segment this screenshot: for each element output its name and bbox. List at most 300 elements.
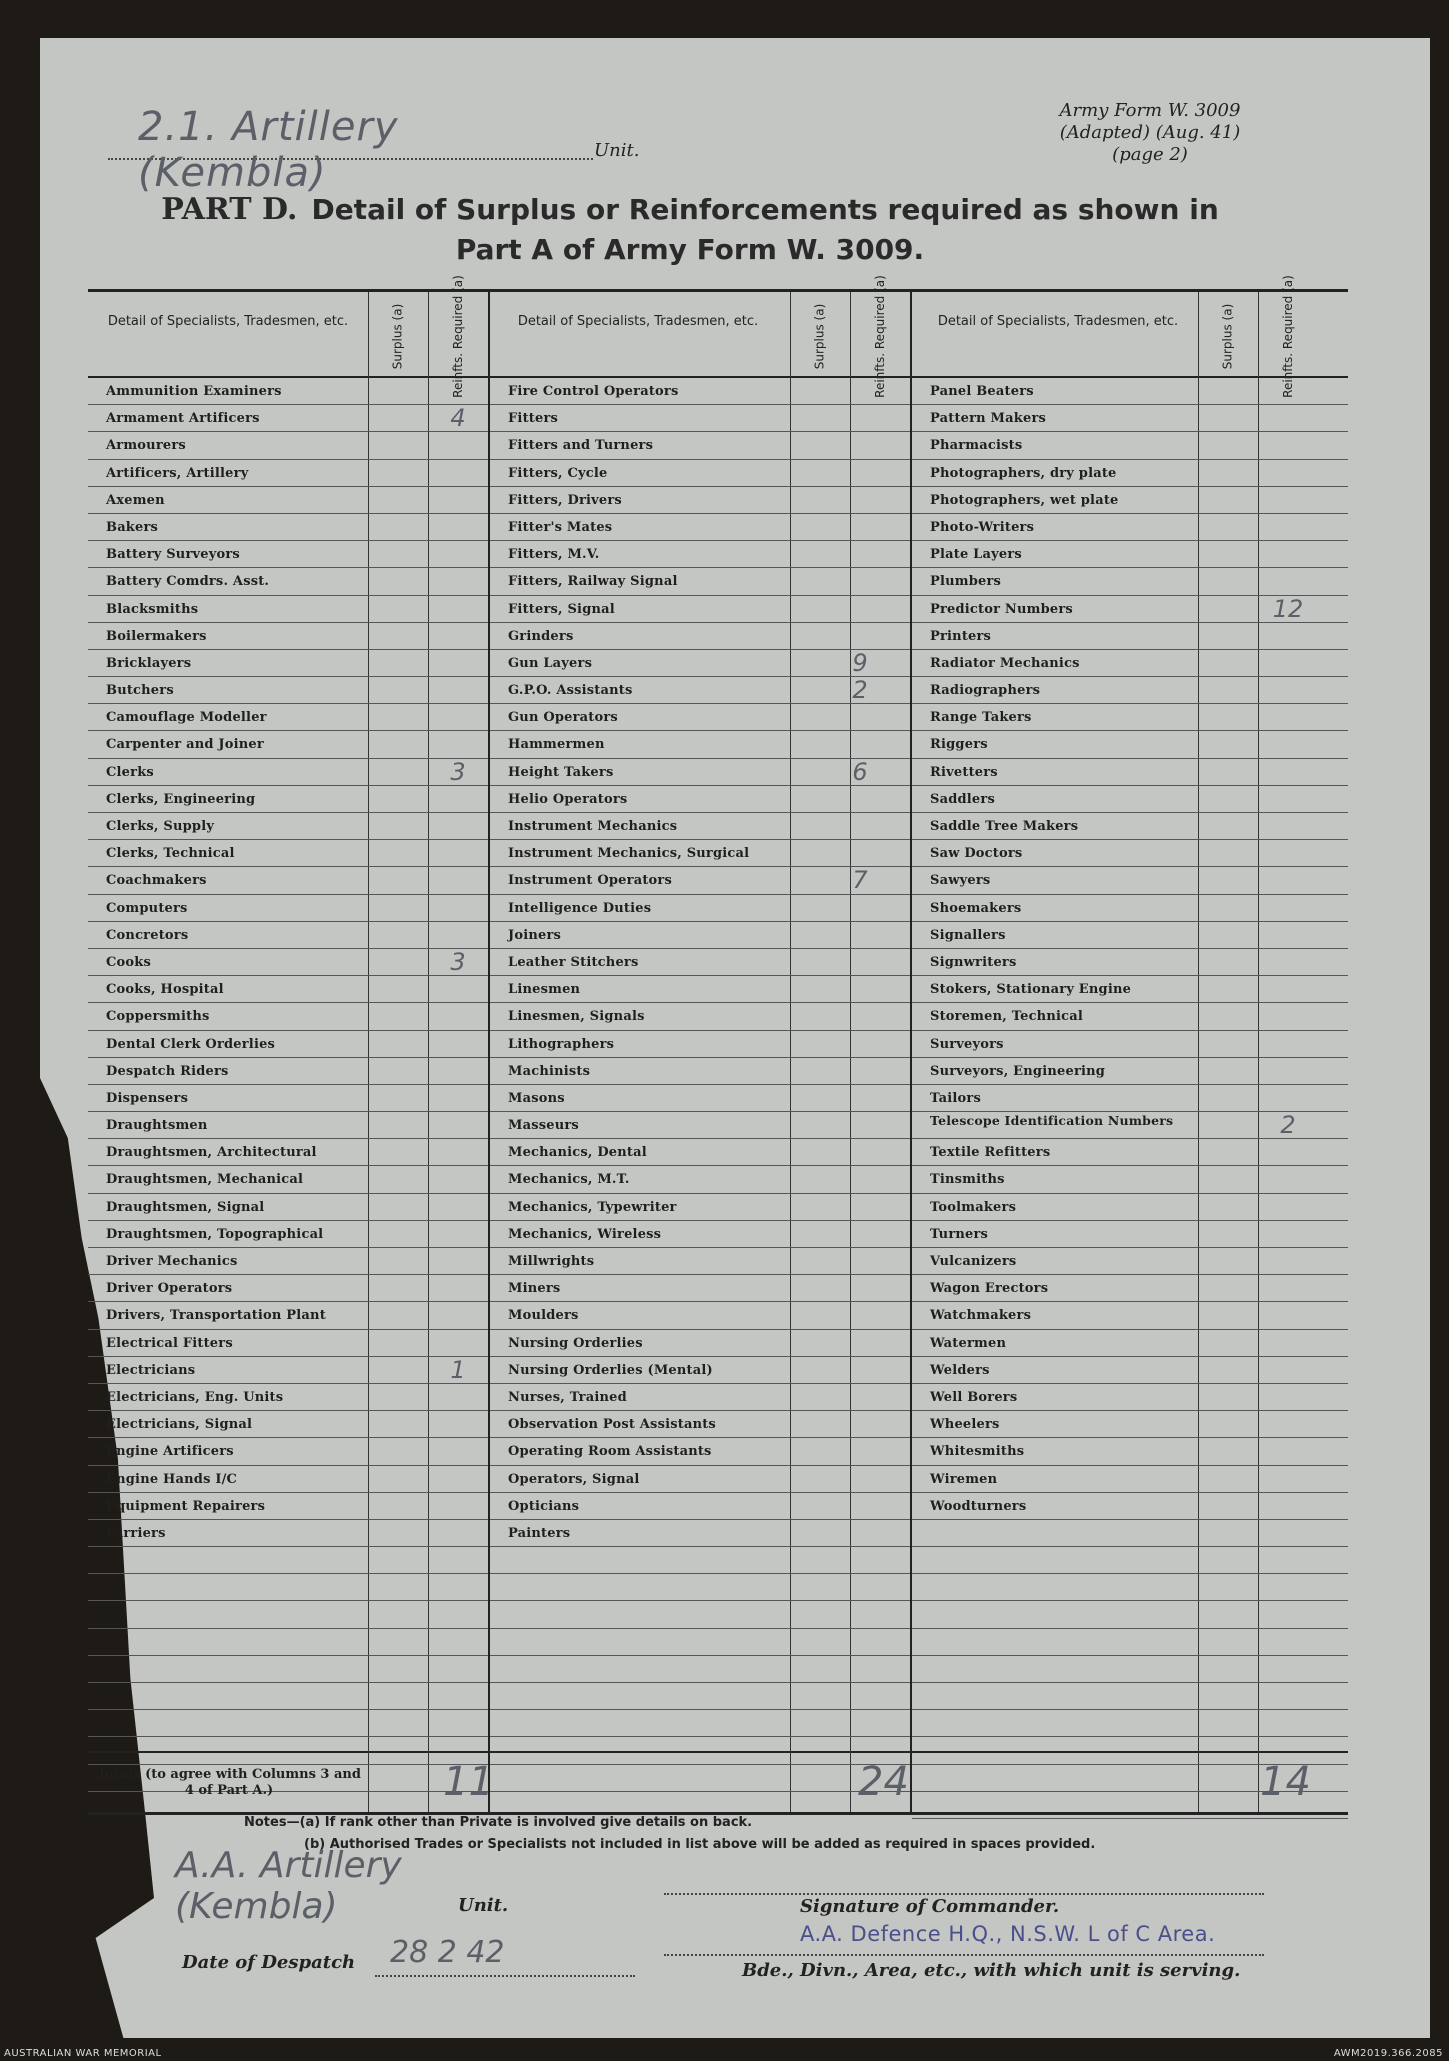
- row-label: Sawyers: [930, 873, 991, 889]
- table-row: [490, 1466, 910, 1493]
- table-row: [912, 1221, 1348, 1248]
- row-label: Electricians: [106, 1362, 196, 1378]
- row-label: Hammermen: [508, 737, 605, 753]
- row-label: Gun Operators: [508, 710, 618, 726]
- row-label: Nursing Orderlies: [508, 1335, 643, 1351]
- header-surplus: [368, 298, 428, 374]
- unit-label: Unit.: [594, 140, 640, 161]
- row-label: Signallers: [930, 927, 1006, 943]
- specialists-column: [88, 378, 488, 1792]
- table-row: [912, 405, 1348, 432]
- table-row: [912, 840, 1348, 867]
- reinfts-cell[interactable]: 9: [852, 648, 868, 677]
- row-label: Telescope Identification Numbers: [930, 1113, 1174, 1129]
- signature-label: Signature of Commander.: [800, 1896, 1060, 1917]
- table-row: [912, 432, 1348, 459]
- table-row: [490, 1574, 910, 1601]
- reinfts-cell[interactable]: 7: [852, 866, 868, 895]
- row-label: Electricians, Signal: [106, 1417, 253, 1433]
- table-row: [88, 922, 488, 949]
- table-row: [88, 867, 488, 894]
- row-label: Mechanics, Dental: [508, 1145, 647, 1161]
- totals-label: Totals (to agree with Columns 3 and 4 of Part A.): [97, 1767, 361, 1798]
- row-label: Drivers, Transportation Plant: [106, 1308, 326, 1324]
- row-label: Draughtsmen, Mechanical: [106, 1172, 304, 1188]
- table-row: [88, 1574, 488, 1601]
- table-row: [912, 1547, 1348, 1574]
- table-row: [88, 1194, 488, 1221]
- table-row: [912, 976, 1348, 1003]
- row-label: Fitters: [508, 411, 559, 427]
- row-label: Armourers: [106, 438, 186, 454]
- table-row: [490, 1194, 910, 1221]
- table-row: [88, 1547, 488, 1574]
- table-row: [490, 1384, 910, 1411]
- row-label: Battery Comdrs. Asst.: [106, 574, 270, 590]
- totals-row: [88, 1753, 1348, 1809]
- row-label: Panel Beaters: [930, 384, 1034, 399]
- table-row: [490, 813, 910, 840]
- table-row: [490, 1547, 910, 1574]
- row-label: Signwriters: [930, 954, 1017, 970]
- table-row: [912, 1384, 1348, 1411]
- table-row: [490, 541, 910, 568]
- archive-caption-right: AWM2019.366.2085: [1333, 2048, 1443, 2059]
- table-row: [490, 949, 910, 976]
- table-row: [88, 1112, 488, 1139]
- row-label: Coppersmiths: [106, 1009, 210, 1025]
- table-row: [912, 1520, 1348, 1547]
- table-row: [490, 1003, 910, 1030]
- table-row: [490, 1710, 910, 1737]
- table-row: [912, 677, 1348, 704]
- header-reinfts-text: Reinfts. Required (a): [450, 274, 465, 398]
- row-label: Artificers, Artillery: [106, 465, 249, 481]
- row-label: Engine Hands I/C: [106, 1471, 238, 1487]
- table-row: [912, 514, 1348, 541]
- reinfts-cell[interactable]: 4: [450, 404, 466, 433]
- total-value[interactable]: 24: [858, 1759, 909, 1805]
- row-label: Observation Post Assistants: [508, 1417, 716, 1433]
- table-row: [490, 1330, 910, 1357]
- table-row: [912, 378, 1348, 405]
- table-row: [912, 949, 1348, 976]
- row-label: Fitters and Turners: [508, 438, 654, 454]
- row-label: Butchers: [106, 683, 174, 699]
- table-row: [490, 731, 910, 758]
- bde-label: Bde., Divn., Area, etc., with which unit is serving.: [742, 1960, 1241, 1981]
- table-row: [912, 1656, 1348, 1683]
- row-label: Predictor Numbers: [930, 601, 1073, 617]
- row-label: Instrument Mechanics: [508, 819, 678, 834]
- row-label: Draughtsmen, Topographical: [106, 1226, 324, 1242]
- table-row: [490, 1601, 910, 1628]
- table-row: [88, 1058, 488, 1085]
- date-label: Date of Despatch: [182, 1952, 356, 1973]
- row-label: Operators, Signal: [508, 1471, 640, 1487]
- unit-label-footer: Unit.: [458, 1895, 509, 1916]
- table-row: [88, 460, 488, 487]
- table-row: [88, 514, 488, 541]
- row-label: Computers: [106, 900, 188, 916]
- table-row: [912, 922, 1348, 949]
- row-label: Stokers, Stationary Engine: [930, 982, 1132, 998]
- table-row: [490, 460, 910, 487]
- table-row: [88, 1166, 488, 1193]
- row-label: Gun Layers: [508, 655, 593, 671]
- note-a: Notes—(a) If rank other than Private is involved give details on back.: [244, 1815, 753, 1830]
- table-row: [912, 759, 1348, 786]
- row-label: Woodturners: [930, 1498, 1027, 1514]
- row-label: Clerks, Technical: [106, 846, 235, 862]
- row-label: Fitters, Drivers: [508, 492, 622, 508]
- table-row: [88, 378, 488, 405]
- row-label: Fitters, Railway Signal: [508, 574, 678, 590]
- row-label: Lithographers: [508, 1036, 615, 1052]
- table-row: [912, 1085, 1348, 1112]
- table-row: [912, 1194, 1348, 1221]
- row-label: Draughtsmen, Architectural: [106, 1145, 317, 1161]
- row-label: Radiator Mechanics: [930, 655, 1080, 671]
- row-label: Fitters, M.V.: [508, 547, 600, 563]
- table-row: [912, 1357, 1348, 1384]
- table-row: [912, 1112, 1348, 1139]
- row-label: Draughtsmen, Signal: [106, 1199, 265, 1215]
- archive-caption-left: AUSTRALIAN WAR MEMORIAL: [4, 2048, 162, 2059]
- table-row: [88, 1656, 488, 1683]
- row-label: Ammunition Examiners: [106, 384, 282, 399]
- specialists-column: [912, 378, 1348, 1819]
- row-label: Watchmakers: [930, 1308, 1032, 1324]
- note-b: (b) Authorised Trades or Specialists not included in list above will be added as required in spaces provided.: [304, 1837, 1096, 1852]
- table-row: [88, 704, 488, 731]
- row-label: Leather Stitchers: [508, 954, 639, 970]
- header-detail: Detail of Specialists, Tradesmen, etc.: [107, 314, 349, 329]
- row-label: Fitter's Mates: [508, 519, 613, 535]
- table-row: [490, 1085, 910, 1112]
- row-label: Axemen: [106, 492, 165, 508]
- row-label: Pattern Makers: [930, 411, 1047, 427]
- form-reference-line: (page 2): [1112, 144, 1188, 165]
- table-row: [88, 596, 488, 623]
- table-row: [490, 1629, 910, 1656]
- table-row: [88, 487, 488, 514]
- row-label: Wheelers: [930, 1417, 1000, 1433]
- row-label: Nursing Orderlies (Mental): [508, 1362, 713, 1378]
- row-label: Saw Doctors: [930, 846, 1023, 862]
- table-row: [490, 568, 910, 595]
- row-label: Instrument Operators: [508, 873, 672, 889]
- table-row: [88, 1438, 488, 1465]
- table-row: [490, 487, 910, 514]
- row-label: G.P.O. Assistants: [508, 683, 633, 699]
- row-label: Cooks, Hospital: [106, 982, 224, 998]
- table-row: [912, 623, 1348, 650]
- row-label: Engine Artificers: [106, 1444, 234, 1460]
- table-row: [88, 1357, 488, 1384]
- table-row: [912, 867, 1348, 894]
- table-row: [912, 460, 1348, 487]
- table-row: [912, 568, 1348, 595]
- row-label: Plate Layers: [930, 547, 1022, 563]
- table-row: [490, 840, 910, 867]
- header-reinfts-text: Reinfts. Required (a): [872, 274, 887, 398]
- table-row: [912, 1601, 1348, 1628]
- title-line-1: Detail of Surplus or Reinforcements required as shown in: [311, 193, 1219, 226]
- row-label: Millwrights: [508, 1254, 595, 1269]
- row-label: Mechanics, M.T.: [508, 1172, 630, 1188]
- form-reference-line: Army Form W. 3009: [1059, 100, 1241, 121]
- row-label: Riggers: [930, 737, 988, 753]
- row-label: Linesmen: [508, 982, 581, 998]
- row-label: Bricklayers: [106, 655, 192, 671]
- row-label: Photo-Writers: [930, 519, 1035, 535]
- table-row: [912, 786, 1348, 813]
- row-label: Electricians, Eng. Units: [106, 1389, 284, 1405]
- table-row: [912, 1058, 1348, 1085]
- row-label: Draughtsmen: [106, 1118, 208, 1134]
- reinfts-cell[interactable]: 1: [450, 1355, 466, 1384]
- table-row: [88, 1683, 488, 1710]
- table-row: [88, 1330, 488, 1357]
- form-reference: [1030, 100, 1270, 166]
- table-row: [490, 1058, 910, 1085]
- table-row: [912, 1629, 1348, 1656]
- table-row: [88, 976, 488, 1003]
- row-label: Saddle Tree Makers: [930, 819, 1079, 834]
- row-label: Carpenter and Joiner: [106, 737, 264, 753]
- table-row: [490, 1302, 910, 1329]
- row-label: Saddlers: [930, 791, 995, 807]
- unit-field[interactable]: [108, 100, 593, 196]
- table-row: [912, 1493, 1348, 1520]
- table-row: [88, 1302, 488, 1329]
- table-row: [490, 1438, 910, 1465]
- table-row: [912, 895, 1348, 922]
- row-label: Whitesmiths: [930, 1444, 1025, 1460]
- row-label: Concretors: [106, 927, 189, 943]
- row-label: Surveyors, Engineering: [930, 1063, 1106, 1079]
- table-row: [490, 1520, 910, 1547]
- row-label: Helio Operators: [508, 791, 628, 807]
- table-row: [88, 949, 488, 976]
- unit-handwritten: 2.1. Artillery (Kembla): [138, 104, 399, 196]
- row-label: Photographers, wet plate: [930, 492, 1119, 508]
- reinfts-cell[interactable]: 6: [852, 757, 868, 786]
- table-row: [912, 1003, 1348, 1030]
- date-value[interactable]: 28 2 42: [390, 1935, 505, 1970]
- table-row: [88, 650, 488, 677]
- table-row: [912, 731, 1348, 758]
- row-label: Storemen, Technical: [930, 1009, 1084, 1025]
- area-stamp: A.A. Defence H.Q., N.S.W. L of C Area.: [800, 1922, 1216, 1946]
- header-detail: Detail of Specialists, Tradesmen, etc.: [517, 314, 759, 329]
- row-label: Mechanics, Typewriter: [508, 1199, 677, 1215]
- table-row: [912, 650, 1348, 677]
- row-label: Wagon Erectors: [930, 1281, 1049, 1297]
- row-label: Surveyors: [930, 1036, 1004, 1052]
- header-surplus: [1198, 298, 1258, 374]
- row-label: Mechanics, Wireless: [508, 1226, 662, 1242]
- row-label: Wiremen: [930, 1471, 998, 1487]
- row-label: Masseurs: [508, 1118, 579, 1134]
- table-row: [88, 1493, 488, 1520]
- row-label: Blacksmiths: [106, 601, 199, 617]
- row-label: Clerks, Engineering: [106, 791, 256, 807]
- table-row: [912, 1302, 1348, 1329]
- table-row: [490, 1683, 910, 1710]
- row-label: Grinders: [508, 628, 574, 644]
- row-label: Cooks: [106, 954, 152, 970]
- table-row: [490, 1166, 910, 1193]
- form-reference-line: (Adapted) (Aug. 41): [1059, 122, 1241, 143]
- table-row: [490, 1139, 910, 1166]
- total-value[interactable]: 11: [443, 1759, 494, 1805]
- header-surplus-text: Surplus (a): [390, 303, 405, 369]
- table-row: [912, 541, 1348, 568]
- table-row: [88, 759, 488, 786]
- row-label: Turners: [930, 1226, 989, 1242]
- table-row: [490, 759, 910, 786]
- table-row: [490, 405, 910, 432]
- row-label: Tinsmiths: [930, 1172, 1005, 1188]
- table-row: [88, 1221, 488, 1248]
- row-label: Printers: [930, 628, 992, 644]
- reinfts-cell[interactable]: 3: [450, 757, 466, 786]
- row-label: Dispensers: [106, 1090, 189, 1106]
- table-row: [88, 1139, 488, 1166]
- row-label: Camouflage Modeller: [106, 710, 267, 726]
- table-row: [88, 1710, 488, 1737]
- table-row: [912, 1248, 1348, 1275]
- table-row: [88, 840, 488, 867]
- row-label: Well Borers: [930, 1389, 1018, 1405]
- row-label: Plumbers: [930, 574, 1002, 590]
- header-surplus: [790, 298, 850, 374]
- date-line: [375, 1975, 635, 1977]
- reinfts-cell[interactable]: 12: [1272, 594, 1304, 623]
- table-row: [88, 813, 488, 840]
- table-row: [490, 895, 910, 922]
- table-row: [490, 596, 910, 623]
- table-row: [88, 1629, 488, 1656]
- header-surplus-text: Surplus (a): [812, 303, 827, 369]
- row-label: Electrical Fitters: [106, 1335, 233, 1351]
- table-row: [490, 650, 910, 677]
- table-row: [88, 1384, 488, 1411]
- row-label: Shoemakers: [930, 900, 1022, 916]
- table-row: [88, 786, 488, 813]
- row-label: Rivetters: [930, 764, 998, 780]
- row-label: Height Takers: [508, 764, 614, 780]
- table-row: [88, 1248, 488, 1275]
- row-label: Miners: [508, 1281, 561, 1297]
- header-reinfts: [1258, 274, 1318, 398]
- specialists-table: [88, 274, 1348, 1815]
- total-value[interactable]: 14: [1260, 1759, 1311, 1805]
- table-row: [490, 1275, 910, 1302]
- table-row: [490, 432, 910, 459]
- row-label: Despatch Riders: [106, 1063, 229, 1079]
- row-label: Dental Clerk Orderlies: [106, 1036, 276, 1052]
- table-row: [88, 677, 488, 704]
- table-row: [490, 1031, 910, 1058]
- row-label: Machinists: [508, 1063, 591, 1079]
- unit-handwritten-footer: A.A. Artillery (Kembla): [175, 1845, 402, 1927]
- table-row: [490, 1411, 910, 1438]
- reinfts-cell[interactable]: 2: [1280, 1111, 1296, 1140]
- table-row: [490, 867, 910, 894]
- row-label: Vulcanizers: [930, 1254, 1017, 1269]
- row-label: Toolmakers: [930, 1199, 1017, 1215]
- row-label: Opticians: [508, 1498, 580, 1514]
- table-row: [490, 623, 910, 650]
- table-row: [912, 1166, 1348, 1193]
- table-row: [88, 568, 488, 595]
- table-row: [88, 1466, 488, 1493]
- row-label: Fire Control Operators: [508, 384, 679, 399]
- table-row: [88, 432, 488, 459]
- reinfts-cell[interactable]: 3: [450, 947, 466, 976]
- row-label: Driver Operators: [106, 1281, 233, 1297]
- table-row: [912, 596, 1348, 623]
- table-row: [490, 786, 910, 813]
- row-label: Pharmacists: [930, 438, 1023, 454]
- table-row: [912, 487, 1348, 514]
- table-row: [912, 1683, 1348, 1710]
- table-row: [88, 541, 488, 568]
- table-row: [912, 813, 1348, 840]
- row-label: Watermen: [930, 1335, 1007, 1351]
- row-label: Tailors: [930, 1090, 981, 1106]
- part-label: PART D.: [161, 192, 298, 227]
- table-row: [88, 405, 488, 432]
- table-row: [490, 378, 910, 405]
- table-row: [912, 1139, 1348, 1166]
- row-label: Clerks, Supply: [106, 819, 215, 834]
- table-row: [490, 1656, 910, 1683]
- title-line-2: Part A of Army Form W. 3009.: [455, 233, 925, 266]
- table-row: [490, 1112, 910, 1139]
- page-title: [160, 190, 1220, 270]
- table-row: [490, 1221, 910, 1248]
- row-label: Battery Surveyors: [106, 547, 240, 563]
- table-row: [490, 514, 910, 541]
- table-row: [912, 1031, 1348, 1058]
- row-label: Masons: [508, 1090, 565, 1106]
- table-row: [912, 1438, 1348, 1465]
- table-row: [490, 976, 910, 1003]
- table-row: [88, 623, 488, 650]
- row-label: Joiners: [508, 927, 562, 943]
- row-label: Clerks: [106, 764, 154, 780]
- header-reinfts: [428, 274, 488, 398]
- row-label: Fitters, Cycle: [508, 465, 608, 481]
- row-label: Instrument Mechanics, Surgical: [508, 846, 750, 862]
- row-label: Equipment Repairers: [106, 1498, 266, 1514]
- table-row: [490, 1357, 910, 1384]
- signature-line[interactable]: [664, 1893, 1264, 1895]
- table-row: [912, 1411, 1348, 1438]
- header-reinfts: [850, 274, 910, 398]
- row-label: Boilermakers: [106, 628, 207, 644]
- table-row: [912, 1330, 1348, 1357]
- reinfts-cell[interactable]: 2: [852, 676, 868, 705]
- table-row: [88, 1411, 488, 1438]
- table-row: [88, 1601, 488, 1628]
- row-label: Nurses, Trained: [508, 1389, 627, 1405]
- row-label: Farriers: [106, 1525, 166, 1541]
